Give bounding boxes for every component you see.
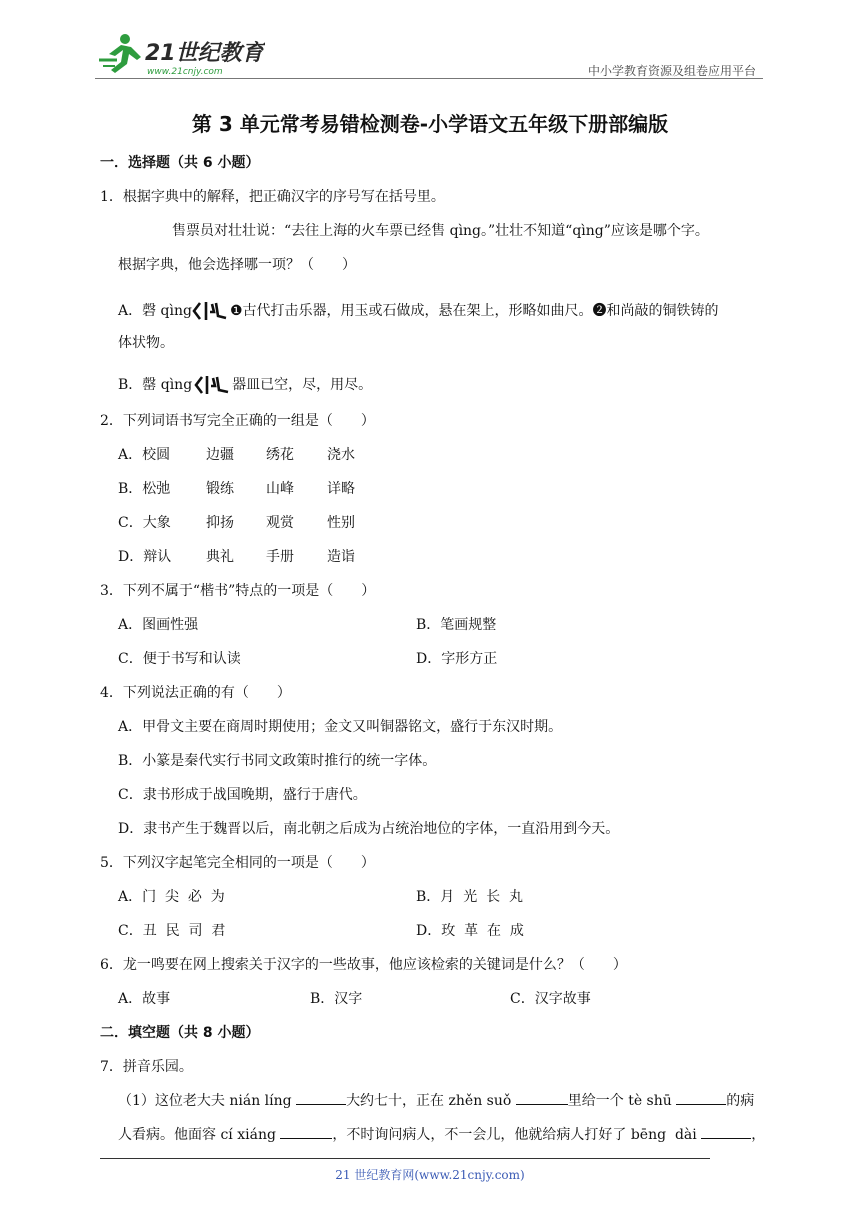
- q3-option-d: D．字形方正: [416, 651, 498, 667]
- q5-option-b: B．月 光 长 丸: [416, 889, 523, 905]
- q7-line2-part1: 人看病。他面容 cí xiáng: [118, 1127, 281, 1143]
- blank-te-shu[interactable]: [676, 1094, 726, 1105]
- q4-option-a: A．甲骨文主要在商周时期使用；金文又叫铜器铭文，盛行于东汉时期。: [118, 719, 563, 735]
- q2-row-d-2: 典礼: [206, 549, 234, 565]
- section-heading-2: 二．填空题（共 8 小题）: [100, 1025, 260, 1041]
- blank-zhen-suo[interactable]: [516, 1094, 568, 1105]
- q2-row-c-1: C．大象: [118, 515, 171, 531]
- q1-stem: 1．根据字典中的解释，把正确汉字的序号写在括号里。: [100, 189, 445, 205]
- q1-option-a-cont: 体状物。: [118, 335, 174, 351]
- q2-row-b-3: 山峰: [266, 481, 294, 497]
- q2-row-b-1: B．松弛: [118, 481, 171, 497]
- q6-option-b: B．汉字: [310, 991, 363, 1007]
- q7-stem: 7．拼音乐园。: [100, 1059, 193, 1075]
- q1-option-a: [118, 300, 719, 322]
- blank-nian-ling[interactable]: [296, 1094, 346, 1105]
- q2-row-b-4: 详略: [327, 481, 355, 497]
- q5-option-a: A．门 尖 必 为: [118, 889, 225, 905]
- q5-option-d: D．玫 革 在 成: [416, 923, 524, 939]
- q7-line2: [118, 1124, 765, 1144]
- q5-option-c: C．丑 民 司 君: [118, 923, 226, 939]
- q2-row-a-3: 绣花: [266, 447, 294, 463]
- logo: [95, 30, 265, 80]
- q4-stem: 4．下列说法正确的有（ ）: [100, 685, 291, 701]
- footer-divider: [100, 1158, 710, 1159]
- q3-stem: 3．下列不属于“楷书”特点的一项是（ ）: [100, 583, 376, 599]
- q2-row-d-1: D．辩认: [118, 549, 172, 565]
- q1-option-b-text: 器皿已空，尽，用尽。: [232, 377, 373, 393]
- q4-option-c: C．隶书形成于战国晚期，盛行于唐代。: [118, 787, 367, 803]
- q4-option-d: D．隶书产生于魏晋以后，南北朝之后成为占统治地位的字体，一直沿用到今天。: [118, 821, 620, 837]
- q2-row-b-2: 锻练: [206, 481, 234, 497]
- q1-option-a-text: ❶古代打击乐器，用玉或石做成，悬在架上，形略如曲尺。❷和尚敲的铜铁铸的: [229, 303, 719, 319]
- q7-line1-part2: 大约七十，正在 zhěn suǒ: [346, 1093, 516, 1109]
- q1-option-b: [118, 374, 372, 396]
- blank-ci-xiang[interactable]: [280, 1128, 332, 1139]
- q2-row-a-4: 浇水: [327, 447, 355, 463]
- q7-line1-part3: 里给一个 tè shū: [567, 1093, 677, 1109]
- q6-stem: 6．龙一鸣要在网上搜索关于汉字的一些故事，他应该检索的关键词是什么？（ ）: [100, 957, 627, 973]
- q7-line1-part4: 的病: [726, 1093, 755, 1109]
- q2-row-d-4: 造诣: [327, 549, 355, 565]
- q6-option-a: A．故事: [118, 991, 171, 1007]
- q2-row-a-2: 边疆: [206, 447, 234, 463]
- site-name: 中小学教育资源及组卷应用平台: [587, 64, 756, 78]
- footer-source[interactable]: 21 世纪教育网(www.21cnjy.com): [335, 1168, 525, 1182]
- q1-passage-line2: 根据字典，他会选择哪一项？（ ）: [118, 257, 356, 273]
- q3-option-b: B．笔画规整: [416, 617, 497, 633]
- q5-stem: 5．下列汉字起笔完全相同的一项是（ ）: [100, 855, 375, 871]
- q2-row-c-3: 观赏: [266, 515, 294, 531]
- seal-script-glyph-icon: [192, 300, 230, 322]
- blank-beng-dai[interactable]: [701, 1128, 751, 1139]
- q2-row-c-2: 抑扬: [206, 515, 234, 531]
- q7-line2-part2: ，不时询问病人，不一会儿，他就给病人打好了 bēng dài: [332, 1127, 702, 1143]
- q3-option-a: A．图画性强: [118, 617, 199, 633]
- logo-text: 21世纪教育: [145, 41, 264, 66]
- q4-option-b: B．小篆是秦代实行书同文政策时推行的统一字体。: [118, 753, 437, 769]
- q3-option-c: C．便于书写和认读: [118, 651, 241, 667]
- q7-line1: [118, 1090, 754, 1110]
- seal-script-glyph-icon: [192, 374, 232, 396]
- runner-icon: [99, 34, 141, 73]
- section-heading-1: 一．选择题（共 6 小题）: [100, 155, 260, 171]
- q2-row-c-4: 性别: [327, 515, 355, 531]
- q7-line2-part3: ，: [751, 1127, 766, 1143]
- q1-passage-line1: 售票员对壮壮说：“去往上海的火车票已经售 qìng。”壮壮不知道“qìng”应该是哪个字。: [172, 223, 709, 239]
- logo-url: www.21cnjy.com: [147, 67, 223, 77]
- q6-option-c: C．汉字故事: [510, 991, 591, 1007]
- q7-line1-part1: （1）这位老大夫 nián líng: [118, 1093, 297, 1109]
- q2-stem: 2．下列词语书写完全正确的一组是（ ）: [100, 413, 375, 429]
- page-title: 第 3 单元常考易错检测卷-小学语文五年级下册部编版: [191, 112, 669, 136]
- q2-row-d-3: 手册: [266, 549, 294, 565]
- header-divider: [95, 78, 763, 79]
- q1-option-a-prefix: A．磬 qìng: [118, 303, 192, 319]
- q1-option-b-prefix: B．罄 qìng: [118, 377, 193, 393]
- q2-row-a-1: A．校圆: [118, 447, 171, 463]
